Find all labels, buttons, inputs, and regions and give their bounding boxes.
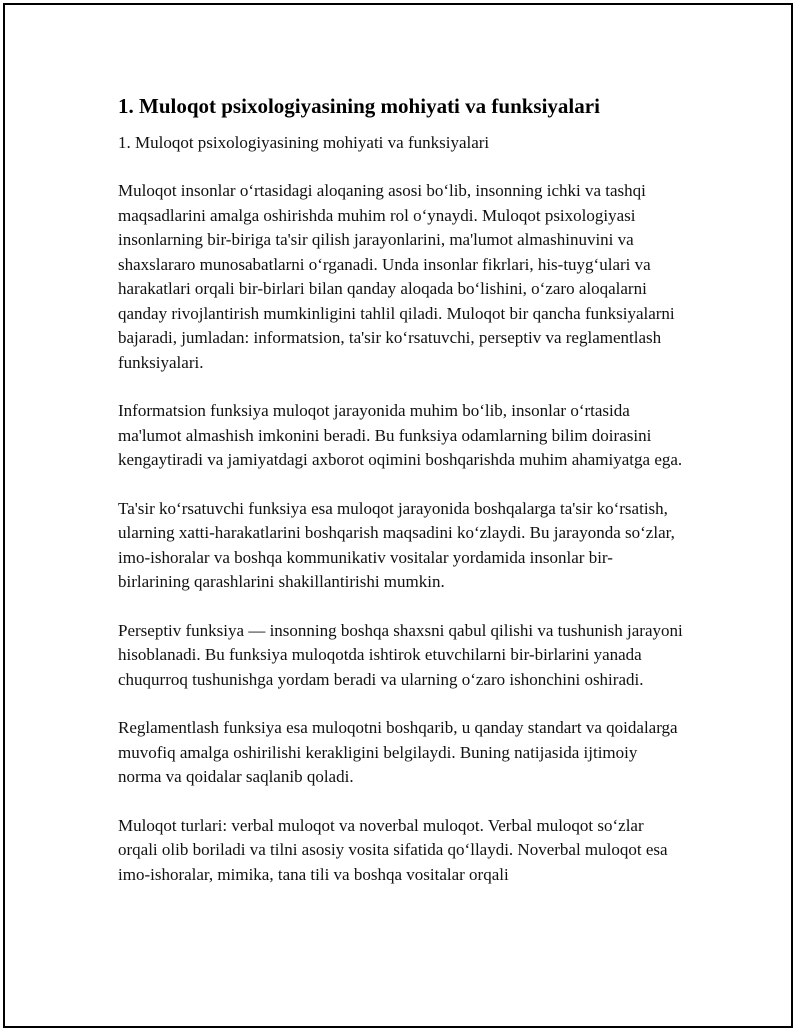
paragraph-perceptive-function: Perseptiv funksiya — insonning boshqa shaxsni qabul qilishi va tushunish jarayoni hisoblanadi. Bu funksiya muloqotda ishtirok etuvchilarni bir-birlarini yanada chuqurroq tushunishga yordam beradi va ularning o‘zaro ishonchini oshiradi. bbox=[118, 620, 683, 689]
section-title: 1. Muloqot psixologiyasining mohiyati va funksiyalari bbox=[118, 133, 490, 152]
paragraph-communication-types: Muloqot turlari: verbal muloqot va noverbal muloqot. Verbal muloqot so‘zlar orqali olib boriladi va tilni asosiy vosita sifatida qo‘llaydi. Noverbal muloqot esa imo-ishoralar, mimika, tana tili va boshqa vositalar orqali bbox=[118, 815, 668, 884]
document-body bbox=[118, 92, 684, 911]
paragraph-intro: Muloqot insonlar o‘rtasidagi aloqaning asosi bo‘lib, insonning ichki va tashqi maqsadlarini amalga oshirishda muhim rol o‘ynaydi. Muloqot psixologiyasi insonlarning bir-biriga ta'sir qilish jarayonlarini, ma'lumot almashinuvini va shaxslararo munosabatlarni o‘rganadi. Unda insonlar fikrlari, his-tuyg‘ulari va harakatlari orqali bir-birlari bilan qanday aloqada bo‘lishini, o‘zaro aloqalarni qanday rivojlantirish mumkinligini tahlil qiladi. Muloqot bir qancha funksiyalarni bajaradi, jumladan: informatsion, ta'sir ko‘rsatuvchi, perseptiv va reglamentlash funksiyalari. bbox=[118, 181, 675, 372]
paragraph-informational-function: Informatsion funksiya muloqot jarayonida muhim bo‘lib, insonlar o‘rtasida ma'lumot almashish imkonini beradi. Bu funksiya odamlarning bilim doirasini kengaytiradi va jamiyatdagi axborot oqimini boshqarishda muhim ahamiyatga ega. bbox=[118, 401, 683, 469]
paragraph-regulative-function: Reglamentlash funksiya esa muloqotni boshqarib, u qanday standart va qoidalarga muvofiq amalga oshirilishi kerakligini belgilaydi. Buning natijasida ijtimoiy norma va qoidalar saqlanib qoladi. bbox=[118, 718, 678, 786]
paragraph-influence-function: Ta'sir ko‘rsatuvchi funksiya esa muloqot jarayonida boshqalarga ta'sir ko‘rsatish, ularning xatti-harakatlarini boshqarish maqsadini ko‘zlaydi. Bu jarayonda so‘zlar, imo-ishoralar va boshqa kommunikativ vositalar yordamida insonlar bir-birlarining qarashlarini shakillantirishi mumkin. bbox=[118, 498, 675, 591]
page-title: 1. Muloqot psixologiyasining mohiyati va funksiyalari bbox=[118, 94, 600, 118]
